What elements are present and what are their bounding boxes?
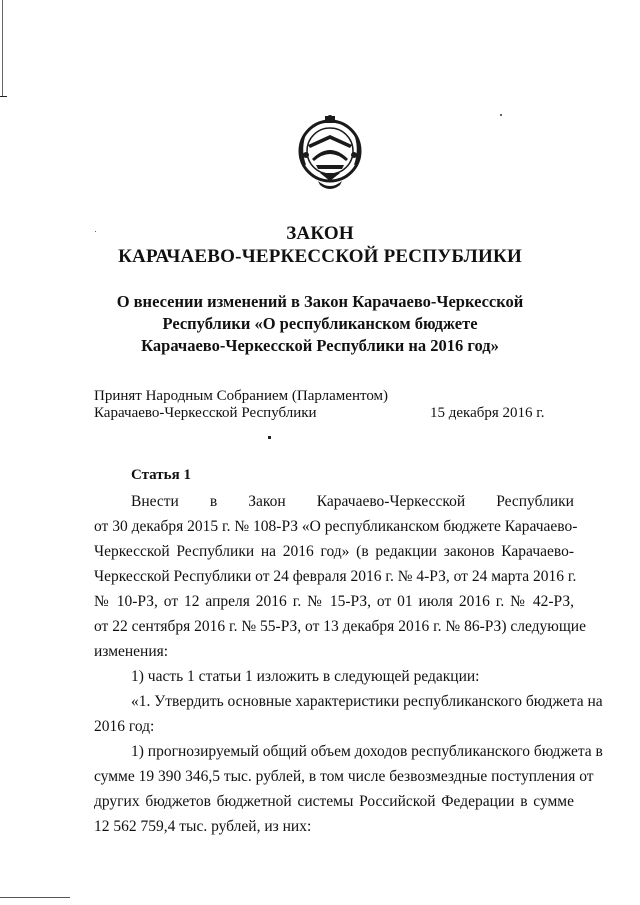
scan-speck xyxy=(268,436,271,439)
sub-item-line: сумме 19 390 346,5 тыс. рублей, в том числе безвозмездные поступления от xyxy=(94,768,594,785)
adoption-body: Принят Народным Собранием (Парламентом) xyxy=(94,388,389,404)
scan-artifact xyxy=(2,0,3,96)
coat-of-arms-icon xyxy=(296,115,364,193)
article-first-line xyxy=(131,493,574,511)
adoption-date: 15 декабря 2016 г. xyxy=(430,405,545,421)
sub-item-line: 1) прогнозируемый общий объем доходов республиканского бюджета в xyxy=(131,743,603,760)
article-text-line: Черкесской Республики на 2016 год» (в редакции законов Карачаево- xyxy=(94,543,574,560)
law-title-republic: КАРАЧАЕВО-ЧЕРКЕССКОЙ РЕСПУБЛИКИ xyxy=(118,246,522,267)
article-item: 1) часть 1 статьи 1 изложить в следующей редакции: xyxy=(131,668,480,685)
article-text-line: от 22 сентября 2016 г. № 55-РЗ, от 13 декабря 2016 г. № 86-РЗ) следующие xyxy=(94,618,586,635)
scan-speck xyxy=(500,114,502,116)
law-title: ЗАКОН xyxy=(286,223,354,244)
law-subtitle-line: Республики «О республиканском бюджете xyxy=(162,314,478,333)
sub-item-line: других бюджетов бюджетной системы Российской Федерации в сумме xyxy=(94,793,574,810)
article-word: Республики xyxy=(496,493,574,510)
adoption-body-republic: Карачаево-Черкесской Республики xyxy=(94,405,317,421)
article-word: Закон xyxy=(248,493,286,510)
article-word: в xyxy=(209,493,218,510)
article-text-line: № 10-РЗ, от 12 апреля 2016 г. № 15-РЗ, от 01 июля 2016 г. № 42-РЗ, xyxy=(94,593,574,610)
article-text-line: от 30 декабря 2015 г. № 108-РЗ «О республиканском бюджете Карачаево- xyxy=(94,518,578,535)
scan-artifact xyxy=(0,96,7,97)
law-subtitle-line: Карачаево-Черкесской Республики на 2016 год» xyxy=(141,336,499,355)
scan-artifact xyxy=(0,897,70,898)
law-subtitle-line: О внесении изменений в Закон Карачаево-Черкесской xyxy=(116,292,524,311)
article-word: Внести xyxy=(131,493,179,510)
quoted-text-line: «1. Утвердить основные характеристики республиканского бюджета на xyxy=(131,693,603,710)
article-word: Карачаево-Черкесской xyxy=(316,493,466,510)
sub-item-line: 12 562 759,4 тыс. рублей, из них: xyxy=(94,818,312,835)
article-heading: Статья 1 xyxy=(131,467,191,483)
quoted-text-line: 2016 год: xyxy=(94,718,155,735)
article-text-line: изменения: xyxy=(94,643,169,660)
article-text-line: Черкесской Республики от 24 февраля 2016 г. № 4-РЗ, от 24 марта 2016 г. xyxy=(94,568,577,585)
